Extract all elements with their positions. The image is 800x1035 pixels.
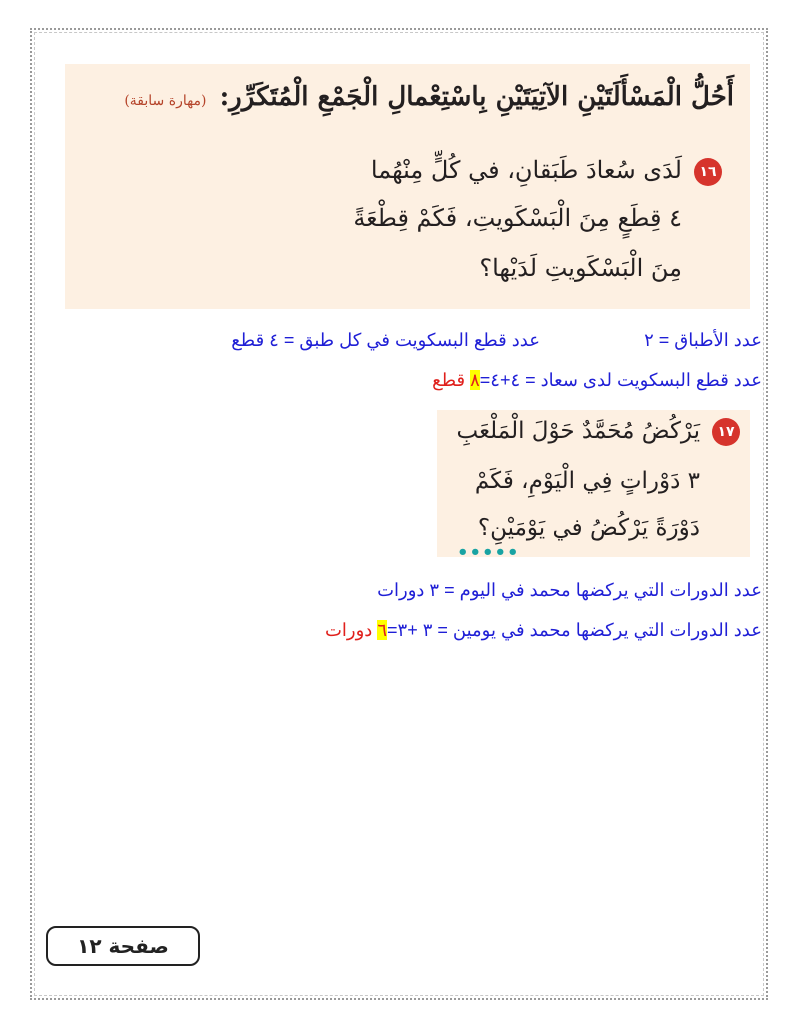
problem-17-line-1: ١٧يَرْكُضُ مُحَمَّدٌ حَوْلَ الْمَلْعَبِ bbox=[457, 418, 741, 446]
answer-16-plates: عدد الأطباق = ٢ bbox=[644, 330, 762, 350]
answer-17-highlight: ٦ bbox=[377, 620, 387, 640]
answer-16-highlight: ٨ bbox=[470, 370, 480, 390]
problem-16-number-badge: ١٦ bbox=[694, 158, 722, 186]
answer-16-per-plate: عدد قطع البسكويت في كل طبق = ٤ قطع bbox=[231, 330, 540, 350]
answer-16-total: عدد قطع البسكويت لدى سعاد = ٤+٤=٨ قطع bbox=[432, 370, 762, 390]
page-number-box: صفحة ١٢ bbox=[46, 926, 200, 966]
prior-skill-label: (مهارة سابقة) bbox=[124, 93, 207, 109]
problem-16-box bbox=[65, 64, 750, 309]
answer-17-total: عدد الدورات التي يركضها محمد في يومين = ٣ +٣=٦ دورات bbox=[324, 620, 762, 640]
problem-17-box bbox=[437, 410, 750, 563]
problem-17-line-3: دَوْرَةً يَرْكُضُ في يَوْمَيْنِ؟ bbox=[477, 515, 700, 541]
problem-16-line-1: ١٦لَدَى سُعادَ طَبَقانِ، في كُلٍّ مِنْهُما bbox=[371, 156, 722, 186]
problem-16-line-3: مِنَ الْبَسْكَويتِ لَدَيْها؟ bbox=[479, 254, 682, 282]
problem-17-number-badge: ١٧ bbox=[712, 418, 740, 446]
heading-title: أَحُلُّ الْمَسْأَلَتَيْنِ الآتِيَتَيْنِ بِاسْتِعْمالِ الْجَمْعِ الْمُتَكَرِّرِ: bbox=[219, 82, 734, 112]
exercise-heading bbox=[124, 82, 734, 112]
decorative-dots: ••••• bbox=[457, 542, 520, 563]
problem-17-line-2: ٣ دَوْراتٍ فِي الْيَوْمِ، فَكَمْ bbox=[474, 468, 700, 494]
problem-16-line-2: ٤ قِطَعٍ مِنَ الْبَسْكَويتِ، فَكَمْ قِطْعَةً bbox=[353, 204, 682, 232]
answer-17-per-day: عدد الدورات التي يركضها محمد في اليوم = ٣ دورات bbox=[377, 580, 762, 600]
